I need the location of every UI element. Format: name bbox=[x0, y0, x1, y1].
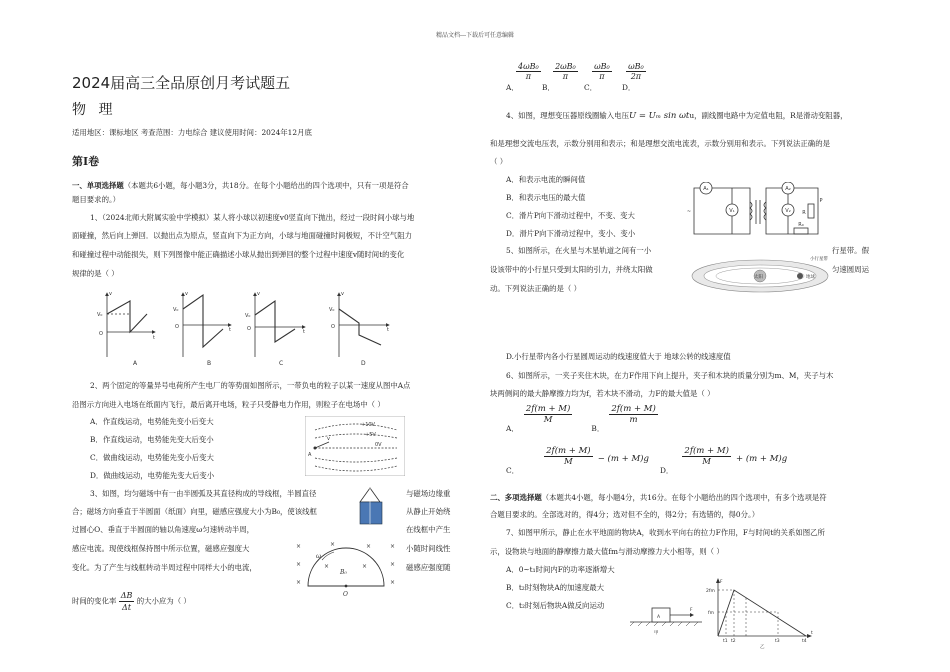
q2-option-d: D．做曲线运动，电势能先变大后变小 bbox=[90, 471, 215, 480]
q3-opt-a-frac bbox=[516, 62, 541, 81]
part2-title: 二、多项选择题 bbox=[490, 493, 542, 502]
graph-d-line bbox=[339, 309, 381, 345]
q4-a2-label: A₂ bbox=[785, 186, 791, 192]
q7-line2: 示，设物块与地面的静摩擦力最大值fm与滑动摩擦力大小相等，则（ ） bbox=[490, 547, 724, 556]
q1-line4: 规律的是（ ） bbox=[72, 269, 119, 278]
graph-b-caption: B bbox=[207, 360, 212, 367]
q5-orbit-figure bbox=[690, 250, 832, 294]
svg-text:×: × bbox=[362, 563, 368, 570]
svg-text:×: × bbox=[330, 541, 336, 548]
q5-earth-label: 地球 bbox=[806, 275, 815, 280]
q7-option-b: B．t₂时刻物块A的加速度最大 bbox=[506, 583, 604, 592]
q2-label-a: A bbox=[308, 452, 312, 458]
q4-option-a: A．和表示电流的瞬间值 bbox=[506, 175, 586, 184]
q5-line1a: 5、如图所示，在火星与木星轨道之间有一小 bbox=[506, 246, 652, 255]
q5-line1b: 行星带。假 bbox=[832, 246, 869, 255]
part2-desc2: 合题目要求的。全部选对的，得4分；选对但不全的，得2分；有选错的，得0分。） bbox=[490, 510, 760, 519]
graph-c-line bbox=[255, 301, 295, 342]
q3-line2a: 合；磁场方向垂直于半圆面（纸面）向里，磁感应强度大小为B₀，使该线框 bbox=[72, 507, 317, 516]
svg-text:×: × bbox=[324, 563, 330, 570]
q7-label-t3: t3 bbox=[775, 639, 780, 644]
graph-d-v0: V₀ bbox=[329, 307, 335, 313]
q6-line1: 6、如图所示，一夹子夹住木块，在力F作用下向上提升，夹子和木块的质量分别为m、M，夹子与木 bbox=[506, 371, 834, 380]
svg-text:×: × bbox=[296, 579, 302, 586]
graph-a-caption: A bbox=[133, 360, 138, 367]
q7-option-c: C．t₂时刻后物块A做反向运动 bbox=[506, 601, 605, 610]
q7-option-a: A．0~t₁时间内F的功率逐渐增大 bbox=[506, 565, 615, 574]
q4-line1 bbox=[506, 110, 847, 122]
graph-a-v-label: v bbox=[109, 291, 112, 297]
q7-line1: 7、如图甲所示，静止在水平地面的物块A，收到水平向右的拉力F作用，F与时间t的关系如图乙所 bbox=[506, 528, 825, 537]
q3-line5b: 磁感应强度随 bbox=[406, 563, 451, 572]
q4-r0-label: R₀ bbox=[798, 222, 804, 228]
q3-line5a: 变化。为了产生与线框转动半周过程中同样大小的电流， bbox=[72, 563, 257, 572]
q3-line3a: 过圆心O、垂直于半圆面的轴以角速度ω匀速转动半周， bbox=[72, 525, 255, 534]
q3-line1b: 与磁场边缘重 bbox=[406, 489, 451, 498]
graph-b-v0: V₀ bbox=[173, 307, 179, 313]
q2-label-0: 0V bbox=[375, 442, 382, 448]
q6-opt-d-den: M bbox=[702, 457, 712, 467]
q3-opt-c-label: C． bbox=[584, 83, 598, 92]
q6-opt-a-frac bbox=[524, 404, 572, 425]
q7-force-label: F bbox=[690, 608, 693, 613]
q6-opt-d-frac bbox=[682, 446, 730, 467]
q2-figure bbox=[305, 416, 405, 476]
graph-a-o: O bbox=[99, 331, 103, 337]
q7-block-label: A bbox=[657, 615, 661, 620]
q6-opt-a-num: 2f(m + M) bbox=[525, 404, 571, 414]
exam-title: 2024届高三全品原创月考试题五 bbox=[72, 74, 291, 92]
q3-opt-d-frac bbox=[626, 62, 646, 81]
q4-p-label: P bbox=[819, 198, 823, 204]
q2-line1: 2、两个固定的等量异号电荷所产生电厂的等势面如图所示，一带负电的粒子以某一速度从图中A点 bbox=[90, 381, 411, 390]
graph-b-t-label: t bbox=[229, 327, 231, 333]
q3-opt-d-label: D． bbox=[622, 83, 636, 92]
q3-opt-a-den: π bbox=[525, 72, 531, 81]
q6-opt-d-num: 2f(m + M) bbox=[684, 446, 729, 456]
graph-b-line bbox=[183, 295, 223, 347]
q3-line1a: 3、如图，均匀磁场中有一由半圆弧及其直径构成的导线框，半圆直径 bbox=[90, 489, 317, 498]
q3-opt-c-num: ωB₀ bbox=[594, 62, 610, 71]
q6-opt-c-label: C． bbox=[506, 466, 520, 475]
q4-a1-label: A₁ bbox=[703, 186, 709, 192]
q7-label-fm: fm bbox=[708, 611, 714, 616]
q5-sun-label: 太阳 bbox=[754, 275, 763, 280]
q4-line1a: 4、如图，理想变压器原线圈输入电压 bbox=[506, 111, 629, 120]
q3-opt-d-den: 2π bbox=[630, 72, 642, 81]
graph-a-v0: V₀ bbox=[97, 312, 103, 318]
q4-option-b: B．和表示电压的最大值 bbox=[506, 193, 586, 202]
q6-opt-c-num: 2f(m + M) bbox=[546, 446, 591, 456]
part1-desc2: 题目要求的。） bbox=[72, 195, 121, 204]
q5-line3: 动。下列说法正确的是（ ） bbox=[490, 284, 582, 293]
q2-option-a: A．作直线运动，电势能先变小后变大 bbox=[90, 417, 214, 426]
q7-figures bbox=[630, 578, 815, 650]
part1-title: 一、单项选择题 bbox=[72, 181, 124, 190]
q3-rate-fraction bbox=[119, 590, 135, 613]
q3-line6 bbox=[72, 590, 191, 613]
q6-options-ab bbox=[506, 404, 658, 433]
graph-b-v-label: v bbox=[185, 291, 188, 297]
q3-semicircle-figure bbox=[290, 538, 400, 598]
graph-a-t-label: t bbox=[153, 335, 155, 341]
q1-line3: 和碰撞过程中动能损失，则下列图像中能正确描述小球从抛出到弹回的整个过程中速度v随时间t的变化 bbox=[72, 250, 405, 259]
q3-opt-b-den: π bbox=[562, 72, 569, 81]
q3-opt-c-den: π bbox=[599, 72, 605, 81]
q3-opt-c-frac bbox=[592, 62, 612, 81]
q6-opt-b-den: m bbox=[629, 415, 638, 425]
q4-v1-label: V₁ bbox=[729, 208, 735, 214]
q6-opt-c-den: M bbox=[564, 457, 573, 467]
q7-label-t4: t4 bbox=[802, 639, 807, 644]
section-heading: 第Ⅰ卷 bbox=[72, 155, 100, 168]
q7-fig-jia: 甲 bbox=[654, 631, 659, 636]
q3-options bbox=[506, 62, 646, 81]
q3-omega-label: ω bbox=[316, 553, 321, 560]
q3-o-label: O bbox=[343, 591, 348, 598]
meta-line: 适用地区：课标地区 考查范围：力电综合 建议使用时间：2024年12月底 bbox=[72, 128, 312, 137]
q4-option-c: C．滑片P向下滑动过程中，不变、变大 bbox=[506, 211, 635, 220]
part1-header bbox=[72, 180, 472, 191]
q3-rate-num: ΔB bbox=[120, 591, 133, 600]
graph-c-caption: C bbox=[279, 360, 284, 367]
svg-text:×: × bbox=[296, 561, 302, 568]
graph-c-v0: V₀ bbox=[245, 313, 251, 319]
q4-circuit-figure bbox=[684, 182, 826, 240]
q6-opt-b-frac bbox=[609, 404, 657, 425]
q7-label-t2: t2 bbox=[731, 639, 736, 644]
q7-axis-f: F bbox=[720, 580, 723, 585]
q3-opt-b-label: B． bbox=[542, 83, 555, 92]
q7-label-t1: t1 bbox=[723, 639, 728, 644]
q5-line2b: 匀速圆周运 bbox=[832, 265, 869, 274]
svg-text:×: × bbox=[296, 543, 302, 550]
graph-b-o: O bbox=[175, 324, 179, 330]
q1-line2: 面碰撞，然后向上弹回．以抛出点为原点，竖直向下为正方向，小球与地面碰撞时间极短，不计空气阻力 bbox=[72, 231, 412, 240]
q5-belt-label: 小行星带 bbox=[810, 257, 828, 262]
q2-label-p10: +10V bbox=[361, 422, 375, 428]
graph-c-t-label: t bbox=[303, 329, 305, 335]
q4-line3: （ ） bbox=[490, 157, 508, 166]
graph-c-v-label: v bbox=[257, 291, 260, 297]
q7-label-2fm: 2fm bbox=[706, 589, 715, 594]
part2-header bbox=[490, 492, 910, 503]
q2-label-p5: +5V bbox=[365, 432, 376, 438]
q6-opt-d-tail: + (m + M)g bbox=[736, 454, 788, 464]
q4-line1b: u，副线圈电路中为定值电阻，R是滑动变阻器， bbox=[689, 111, 848, 120]
q3-line4b: 小随时间线性 bbox=[406, 544, 451, 553]
q6-opt-c-frac bbox=[544, 446, 592, 467]
q6-opt-a-label: A． bbox=[506, 424, 519, 433]
q3-opt-d-num: ωB₀ bbox=[628, 62, 644, 71]
q4-r-label: R bbox=[802, 210, 806, 216]
q3-line3b: 在线框中产生 bbox=[406, 525, 451, 534]
q3-rate-den: Δt bbox=[122, 603, 132, 612]
graph-d-caption: D bbox=[361, 360, 366, 367]
q4-source-label: ~ bbox=[686, 209, 692, 215]
svg-text:×: × bbox=[390, 579, 396, 586]
graph-a-line bbox=[107, 301, 147, 332]
graph-c-o: O bbox=[247, 326, 251, 332]
q2-option-b: B．作直线运动，电势能先变大后变小 bbox=[90, 435, 214, 444]
part1-desc: （本题共6小题，每小题3分，共18分。在每个小题给出的四个选项中，只有一项是符合 bbox=[123, 181, 409, 190]
q3-coil-figure bbox=[352, 486, 388, 526]
q3-opt-b-num: 2ωB₀ bbox=[555, 62, 576, 71]
q2-label-v: v bbox=[327, 436, 330, 442]
graph-d-v-label: v bbox=[341, 291, 344, 297]
q3-opt-a-label: A． bbox=[506, 83, 519, 92]
q7-axis-t: t bbox=[811, 631, 813, 636]
q4-formula: U = Uₘ sin ωt bbox=[628, 111, 690, 121]
part2-desc: （本题共4小题，每小题4分，共16分。在每个小题给出的四个选项中，有多个选项是符 bbox=[541, 493, 827, 502]
q3-opt-a-num: 4ωB₀ bbox=[518, 62, 539, 71]
q1-graphs bbox=[95, 287, 395, 369]
q6-opt-d-label: D． bbox=[660, 466, 674, 475]
q6-opt-b-num: 2f(m + M) bbox=[611, 404, 656, 414]
q2-line2: 沿图示方向进入电场在纸面内飞行，最后离开电场，粒子只受静电力作用，则粒子在电场中（ ） bbox=[72, 400, 385, 409]
q7-fig-yi: 乙 bbox=[760, 645, 765, 650]
graph-d-o: O bbox=[331, 324, 335, 330]
q6-opt-c-tail: − (m + M)g bbox=[597, 454, 649, 464]
svg-text:×: × bbox=[366, 543, 372, 550]
q3-line6a: 时间的变化率 bbox=[72, 596, 117, 606]
header-note: 精品文档---下载后可任意编辑 bbox=[435, 32, 515, 39]
q6-opt-a-den: M bbox=[543, 415, 553, 425]
q5-option-d: D.小行星带内各小行星圆周运动的线速度值大于 地球公转的线速度值 bbox=[506, 352, 731, 361]
q4-v2-label: V₂ bbox=[785, 208, 791, 214]
q3-line2b: 从静止开始绕 bbox=[406, 507, 451, 516]
q4-line2: 和是理想交流电压表，示数分别用和表示；和是理想交流电流表，示数分别用和表示。下列说法正确的是 bbox=[490, 139, 830, 148]
subject-heading: 物 理 bbox=[72, 102, 117, 118]
q5-line2a: 设该带中的小行星只受到太阳的引力，并绕太阳做 bbox=[490, 265, 653, 274]
q3-opt-b-frac bbox=[553, 62, 578, 81]
graph-d-t-label: t bbox=[387, 327, 389, 333]
q6-opt-b-label: B． bbox=[591, 424, 605, 433]
q4-option-d: D．滑片P向下滑动过程中，变小、变小 bbox=[506, 229, 636, 238]
q6-line2: 块两侧间的最大静摩擦力均为f，若木块不滑动，力F的最大值是（ ） bbox=[490, 389, 715, 398]
svg-text:×: × bbox=[390, 543, 396, 550]
q1-line1: 1、（2024北师大附属实验中学模拟）某人将小球以初速度v0竖直向下抛出，经过一段时间小球与地 bbox=[90, 213, 415, 222]
q6-options-cd bbox=[506, 446, 788, 475]
q2-option-c: C．做曲线运动，电势能先变小后变大 bbox=[90, 453, 214, 462]
svg-text:×: × bbox=[390, 561, 396, 568]
q3-line4a: 感应电流。现使线框保持图中所示位置，磁感应强度大 bbox=[72, 544, 250, 553]
q3-line6b: 的大小应为（ ） bbox=[136, 596, 191, 606]
q3-b0-label: B₀ bbox=[340, 569, 347, 576]
